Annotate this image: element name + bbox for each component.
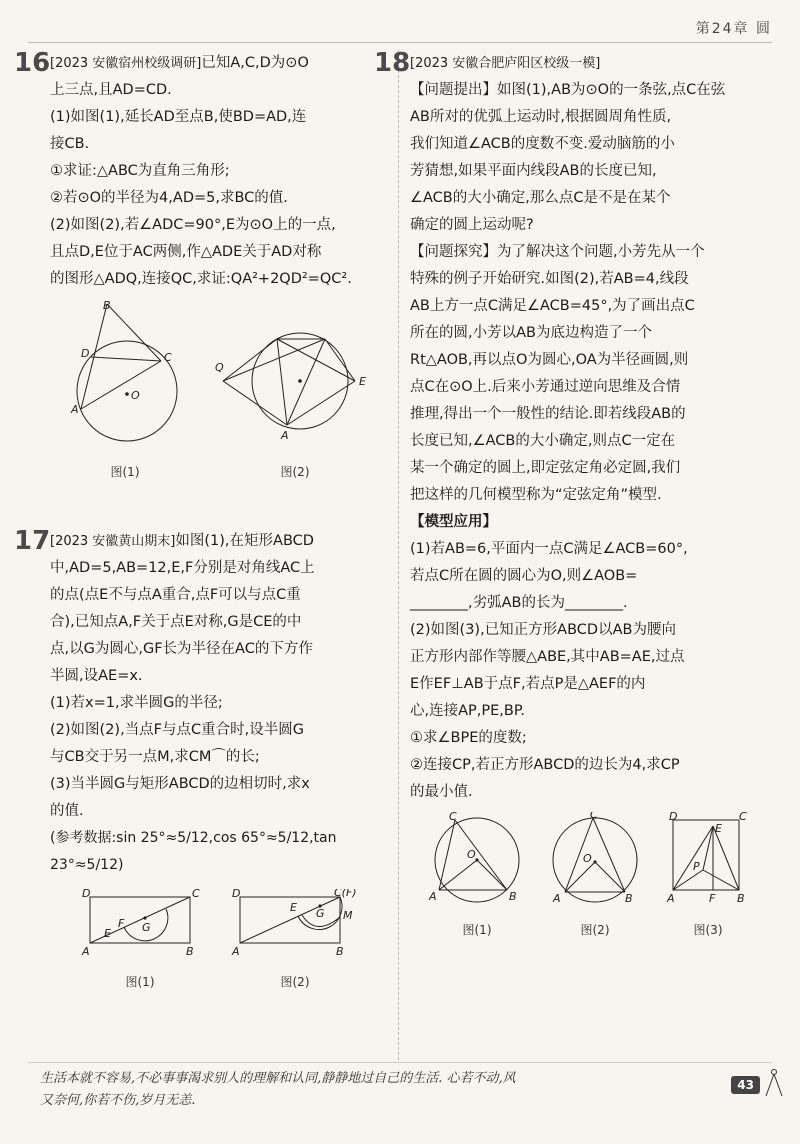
figure-caption: 图(3) <box>693 923 723 937</box>
svg-text:G: G <box>142 921 151 934</box>
chapter-label: 第24章 圆 <box>695 21 772 37</box>
svg-text:P: P <box>693 860 700 873</box>
svg-text:D: D <box>669 812 678 823</box>
question-line: 中,AD=5,AB=12,E,F分别是对角线AC上 <box>50 560 315 576</box>
question-line: 的点(点E不与点A重合,点F可以与点C重 <box>50 587 301 603</box>
svg-text:A: A <box>232 945 240 958</box>
right-column <box>374 48 770 944</box>
question-18 <box>374 48 770 944</box>
question-line: 确定的圆上运动呢? <box>410 217 534 233</box>
question-line: 芳猜想,如果平面内线段AB的长度已知, <box>410 163 657 179</box>
question-line: 长度已知,∠ACB的大小确定,则点C一定在 <box>410 433 676 449</box>
figure-caption: 图(1) <box>110 465 140 479</box>
svg-text:O: O <box>467 848 476 861</box>
figure <box>230 889 360 996</box>
svg-text:F: F <box>118 917 125 930</box>
question-line: 【问题提出】如图(1),AB为⊙O的一条弦,点C在弦 <box>410 82 726 98</box>
svg-text:O: O <box>583 852 592 865</box>
question-line: 我们知道∠ACB的度数不变.爱动脑筋的小 <box>410 136 675 152</box>
rectangle-semicircle-diagram-2 <box>230 889 360 959</box>
circle-reflection-diagram <box>215 299 375 449</box>
question-number: 16 <box>14 48 51 78</box>
svg-text:C: C <box>739 812 747 823</box>
question-line: ________,劣弧AB的长为________. <box>410 595 628 611</box>
question-line: 的图形△ADQ,连接QC,求证:QA²+2QD²=QC². <box>50 271 352 287</box>
figure <box>65 299 185 486</box>
question-line: 若点C所在圆的圆心为O,则∠AOB= <box>410 568 638 584</box>
question-line: 点C在⊙O上.后来小芳通过逆向思维及合情 <box>410 379 681 395</box>
question-line: AB所对的优弧上运动时,根据圆周角性质, <box>410 109 672 125</box>
question-number: 17 <box>14 526 51 556</box>
question-line: ∠ACB的大小确定,那么点C是不是在某个 <box>410 190 671 206</box>
svg-text:B: B <box>737 892 745 905</box>
svg-text:D: D <box>81 347 90 360</box>
figure-caption: 图(2) <box>580 923 610 937</box>
square-incenter-diagram <box>663 812 753 907</box>
header-rule <box>28 42 772 43</box>
question-line: ①求∠BPE的度数; <box>410 730 527 746</box>
svg-text:A: A <box>82 945 90 958</box>
question-number: 18 <box>374 48 411 78</box>
question-line: E作EF⊥AB于点F,若点P是△AEF的内 <box>410 676 646 692</box>
page-number: 43 <box>731 1076 760 1094</box>
circle-triangle-diagram <box>65 299 185 449</box>
footer-line: 又奈何,你若不伤,岁月无恙. <box>40 1093 196 1108</box>
question-line: 已知A,C,D为⊙O <box>201 55 309 71</box>
svg-text:C: C <box>164 351 172 364</box>
question-line: 接CB. <box>50 136 90 152</box>
question-line: 的最小值. <box>410 784 473 800</box>
question-16 <box>14 48 390 486</box>
figure-row <box>50 889 390 996</box>
question-line: (1)若AB=6,平面内一点C满足∠ACB=60°, <box>410 541 688 557</box>
rectangle-semicircle-diagram <box>80 889 200 959</box>
question-line: 正方形内部作等腰△ABE,其中AB=AE,过点 <box>410 649 685 665</box>
reference-data: (参考数据:sin 25°≈5/12,cos 65°≈5/12,tan 23°≈5/12) <box>50 830 337 873</box>
question-line: (1)若x=1,求半圆G的半径; <box>50 695 223 711</box>
svg-text:B: B <box>103 299 111 312</box>
figure <box>427 812 527 944</box>
svg-text:G: G <box>316 907 325 920</box>
svg-text:B: B <box>336 945 344 958</box>
svg-text:C: C <box>590 812 598 821</box>
question-line: 半圆,设AE=x. <box>50 668 143 684</box>
question-source: [2023 安徽合肥庐阳区校级一模] <box>410 56 601 71</box>
svg-text:E: E <box>359 375 366 388</box>
question-line: (2)如图(2),当点F与点C重合时,设半圆G <box>50 722 304 738</box>
question-line: ②连接CP,若正方形ABCD的边长为4,求CP <box>410 757 680 773</box>
question-line: 且点D,E位于AC两侧,作△ADE关于AD对称 <box>50 244 322 260</box>
svg-text:C: C <box>449 812 457 823</box>
question-line: ②若⊙O的半径为4,AD=5,求BC的值. <box>50 190 288 206</box>
svg-text:A: A <box>71 403 79 416</box>
svg-text:E: E <box>290 901 297 914</box>
svg-text:A: A <box>667 892 675 905</box>
question-line: (3)当半圆G与矩形ABCD的边相切时,求x <box>50 776 310 792</box>
question-line: 如图(1),在矩形ABCD <box>175 533 314 549</box>
svg-text:B: B <box>625 892 633 905</box>
left-column <box>14 48 390 996</box>
figure-row <box>50 299 390 486</box>
figure <box>215 299 375 486</box>
svg-text:A: A <box>281 429 289 442</box>
figure-caption: 图(1) <box>125 975 155 989</box>
svg-text:C(F): C(F) <box>334 889 357 899</box>
question-line: 【问题探究】为了解决这个问题,小芳先从一个 <box>410 244 705 260</box>
svg-text:E: E <box>104 927 111 940</box>
fixed-chord-circle-2 <box>545 812 645 907</box>
svg-text:D: D <box>82 889 91 900</box>
figure-caption: 图(1) <box>462 923 492 937</box>
section-tag: 【模型应用】 <box>410 514 497 530</box>
svg-text:M: M <box>343 909 353 922</box>
question-line: ①求证:△ABC为直角三角形; <box>50 163 230 179</box>
question-line: 推理,得出一个一般性的结论.即若线段AB的 <box>410 406 686 422</box>
question-source: [2023 安徽黄山期末] <box>50 534 176 549</box>
svg-text:A: A <box>553 892 561 905</box>
fixed-chord-circle-1 <box>427 812 527 907</box>
footer-rule <box>28 1062 772 1063</box>
question-line: (2)如图(2),若∠ADC=90°,E为⊙O上的一点, <box>50 217 336 233</box>
question-line: 心,连接AP,PE,BP. <box>410 703 525 719</box>
question-source: [2023 安徽宿州校级调研] <box>50 56 202 71</box>
figure-caption: 图(2) <box>280 465 310 479</box>
question-line: 某一个确定的圆上,即定弦定角必定圆,我们 <box>410 460 681 476</box>
svg-text:C: C <box>192 889 200 900</box>
column-divider <box>398 50 399 1060</box>
question-line: 的值. <box>50 803 84 819</box>
footer-quote <box>40 1068 740 1112</box>
question-line: 上三点,且AD=CD. <box>50 82 172 98</box>
svg-text:F: F <box>709 892 716 905</box>
question-line: Rt△AOB,再以点O为圆心,OA为半径画圆,则 <box>410 352 689 368</box>
question-line: 所在的圆,小芳以AB为底边构造了一个 <box>410 325 652 341</box>
question-line: 特殊的例子开始研究.如图(2),若AB=4,线段 <box>410 271 689 287</box>
question-line: 把这样的几何模型称为“定弦定角”模型. <box>410 487 662 503</box>
svg-text:E: E <box>715 822 722 835</box>
question-line: 点,以G为圆心,GF长为半径在AC的下方作 <box>50 641 313 657</box>
page-header <box>0 0 800 44</box>
figure <box>545 812 645 944</box>
question-line: AB上方一点C满足∠ACB=45°,为了画出点C <box>410 298 695 314</box>
figure-row <box>410 812 770 944</box>
question-17 <box>14 526 390 996</box>
svg-text:Q: Q <box>215 361 224 374</box>
footer-line: 生活本就不容易,不必事事渴求别人的理解和认同,静静地过自己的生活. 心若不动,风 <box>40 1071 516 1086</box>
svg-text:A: A <box>429 890 437 903</box>
question-line: 与CB交于另一点M,求CM⌒的长; <box>50 749 260 765</box>
question-line: 合),已知点A,F关于点E对称,G是CE的中 <box>50 614 302 630</box>
svg-text:O: O <box>131 389 140 402</box>
question-line: (1)如图(1),延长AD至点B,使BD=AD,连 <box>50 109 307 125</box>
compass-icon <box>762 1068 786 1098</box>
figure <box>663 812 753 944</box>
svg-text:B: B <box>186 945 194 958</box>
question-line: (2)如图(3),已知正方形ABCD以AB为腰向 <box>410 622 676 638</box>
svg-text:D: D <box>232 889 241 900</box>
figure <box>80 889 200 996</box>
svg-text:B: B <box>509 890 517 903</box>
figure-caption: 图(2) <box>280 975 310 989</box>
